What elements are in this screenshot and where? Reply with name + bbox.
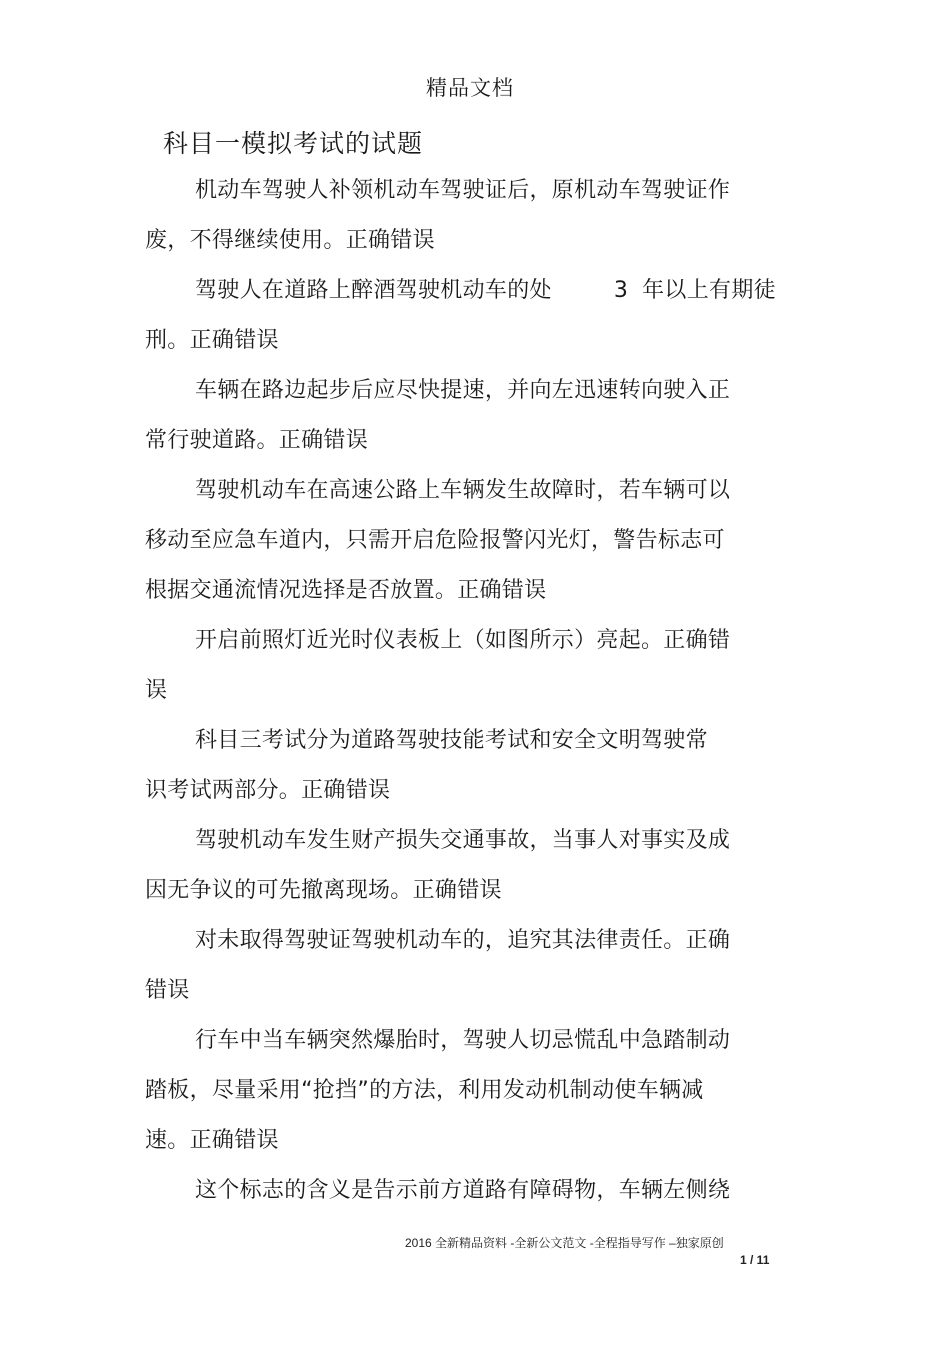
text-line: 因无争议的可先撤离现场。正确错误 bbox=[145, 878, 502, 903]
text-segment: 驾驶人在道路上醉酒驾驶机动车的处 bbox=[195, 278, 552, 303]
text-line: 车辆在路边起步后应尽快提速，并向左迅速转向驶入正 bbox=[195, 378, 731, 403]
text-line: 误 bbox=[145, 678, 168, 703]
text-line: 行车中当车辆突然爆胎时，驾驶人切忌慌乱中急踏制动 bbox=[195, 1028, 731, 1053]
text-line: 驾驶机动车发生财产损失交通事故，当事人对事实及成 bbox=[195, 828, 731, 853]
text-line bbox=[145, 266, 776, 316]
text-line: 对未取得驾驶证驾驶机动车的，追究其法律责任。正确 bbox=[195, 928, 731, 953]
text-line: 移动至应急车道内，只需开启危险报警闪光灯，警告标志可 bbox=[145, 528, 725, 553]
document-title: 科目一模拟考试的试题 bbox=[163, 129, 424, 158]
text-segment: 年以上有期徒 bbox=[642, 278, 776, 303]
text-line: 踏板，尽量采用“抢挡”的方法，利用发动机制动使车辆减 bbox=[145, 1078, 704, 1103]
text-line: 速。正确错误 bbox=[145, 1128, 279, 1153]
page-header: 精品文档 bbox=[426, 76, 514, 100]
text-line: 机动车驾驶人补领机动车驾驶证后，原机动车驾驶证作 bbox=[195, 178, 731, 203]
text-line: 这个标志的含义是告示前方道路有障碍物，车辆左侧绕 bbox=[195, 1178, 731, 1203]
text-segment: 3 bbox=[613, 278, 629, 303]
text-line: 常行驶道路。正确错误 bbox=[145, 428, 369, 453]
text-line: 刑。正确错误 bbox=[145, 328, 279, 353]
text-line: 开启前照灯近光时仪表板上（如图所示）亮起。正确错 bbox=[195, 628, 731, 653]
text-line: 驾驶机动车在高速公路上车辆发生故障时，若车辆可以 bbox=[195, 478, 731, 503]
document-body bbox=[145, 166, 776, 1216]
text-line: 科目三考试分为道路驾驶技能考试和安全文明驾驶常 bbox=[195, 728, 708, 753]
text-line: 识考试两部分。正确错误 bbox=[145, 778, 391, 803]
text-line: 错误 bbox=[145, 978, 190, 1003]
page-number: 1 / 11 bbox=[740, 1253, 770, 1267]
text-line: 废，不得继续使用。正确错误 bbox=[145, 228, 435, 253]
page-footer: 2016 全新精品资料 -全新公文范文 -全程指导写作 –独家原创 bbox=[405, 1236, 724, 1250]
text-line: 根据交通流情况选择是否放置。正确错误 bbox=[145, 578, 547, 603]
